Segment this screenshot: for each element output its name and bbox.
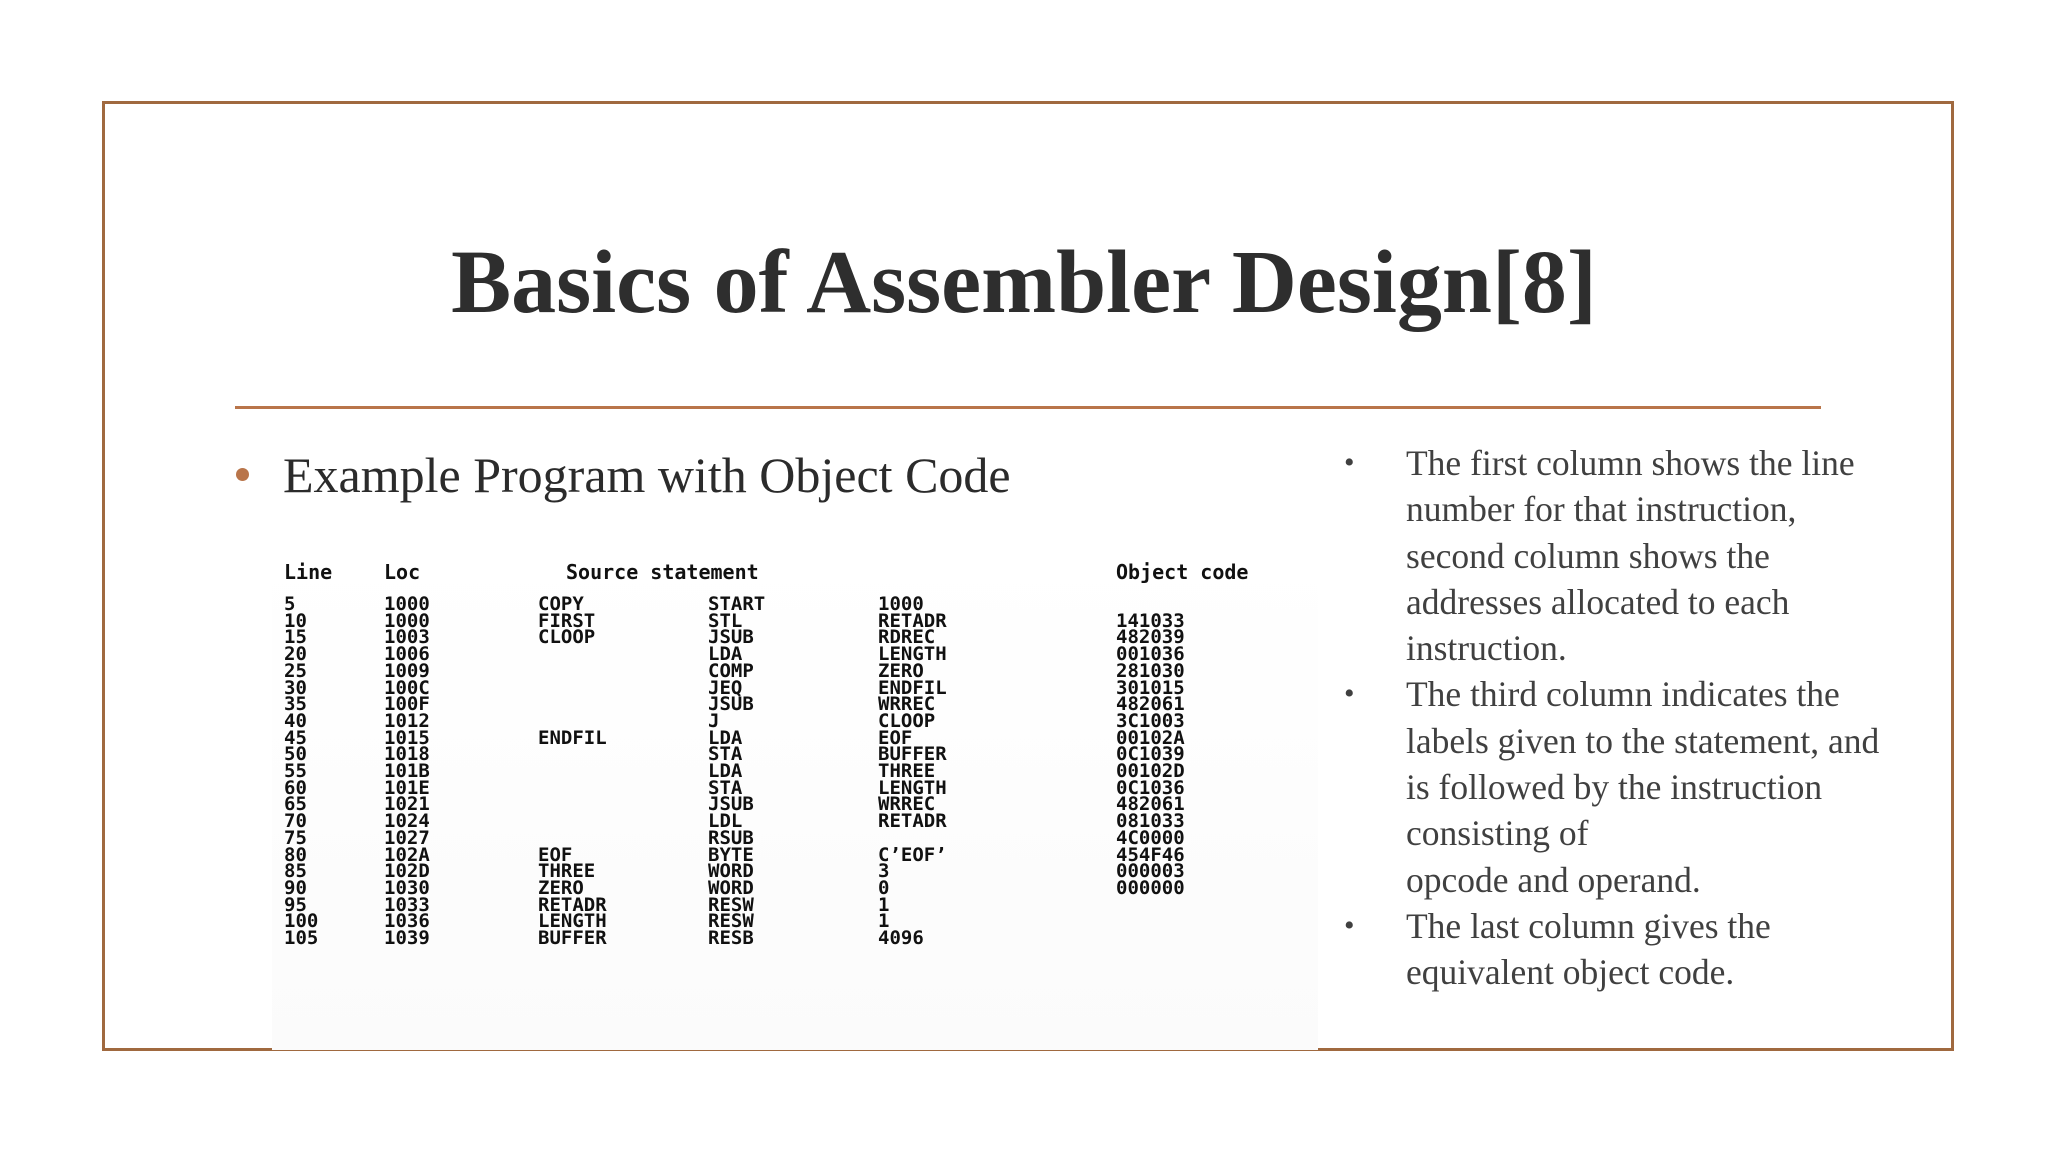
bullet-icon: •	[1344, 908, 1355, 942]
explanation-item	[1340, 903, 1920, 996]
cell-loc: 1030	[384, 876, 430, 899]
explanation-line: number for that instruction,	[1406, 489, 1797, 530]
cell-operand: RDREC	[878, 626, 936, 649]
bullet-dot-icon	[236, 468, 249, 481]
explanation-line: equivalent object code.	[1406, 952, 1735, 993]
cell-operand: BUFFER	[878, 743, 947, 766]
cell-label: BUFFER	[538, 927, 607, 949]
cell-operand: RETADR	[878, 810, 947, 833]
explanation-line: instruction.	[1406, 628, 1567, 669]
explanation-item	[1340, 671, 1920, 902]
explanation-line: addresses allocated to each	[1406, 581, 1790, 622]
explanation-list	[1340, 440, 1920, 996]
cell-opcode: STA	[708, 743, 743, 766]
explanation-line: labels given to the statement, and	[1406, 720, 1880, 761]
cell-loc: 1000	[384, 593, 430, 615]
left-bullet-text: Example Program with Object Code	[283, 447, 1011, 503]
cell-opcode: J	[708, 709, 720, 732]
cell-object: 001036	[1116, 643, 1185, 666]
cell-object: 000003	[1116, 860, 1185, 883]
cell-operand: WRREC	[878, 693, 936, 716]
cell-loc: 1039	[384, 927, 430, 949]
cell-loc: 1033	[384, 893, 430, 916]
cell-line: 50	[284, 743, 307, 766]
cell-opcode: JSUB	[708, 693, 754, 716]
explanation-item	[1340, 440, 1920, 671]
explanation-line: The third column indicates the	[1406, 674, 1840, 715]
cell-operand: 1	[878, 893, 890, 916]
cell-loc: 1024	[384, 810, 430, 833]
cell-object: 00102A	[1116, 726, 1185, 749]
cell-opcode: COMP	[708, 659, 754, 682]
cell-opcode: JSUB	[708, 626, 754, 649]
title-divider	[235, 406, 1821, 409]
cell-opcode: BYTE	[708, 843, 754, 866]
cell-object: 141033	[1116, 609, 1185, 632]
cell-object: 4C0000	[1116, 826, 1185, 849]
cell-label: LENGTH	[538, 910, 607, 933]
cell-loc: 1012	[384, 709, 430, 732]
cell-opcode: LDL	[708, 810, 743, 833]
cell-line: 65	[284, 793, 307, 816]
cell-opcode: JSUB	[708, 793, 754, 816]
cell-object: 000000	[1116, 876, 1185, 899]
cell-opcode: WORD	[708, 876, 754, 899]
cell-loc: 1018	[384, 743, 430, 766]
cell-operand: 1	[878, 910, 890, 933]
cell-line: 105	[284, 927, 319, 949]
cell-line: 5	[284, 593, 296, 615]
cell-line: 80	[284, 843, 307, 866]
cell-line: 45	[284, 726, 307, 749]
slide-title: Basics of Assembler Design[8]	[451, 233, 1597, 332]
cell-operand: LENGTH	[878, 643, 947, 666]
cell-loc: 1003	[384, 626, 430, 649]
explanation-line: second column shows the	[1406, 535, 1770, 576]
cell-opcode: LDA	[708, 726, 743, 749]
cell-operand: ZERO	[878, 659, 924, 682]
cell-line: 30	[284, 676, 307, 699]
cell-line: 10	[284, 609, 307, 632]
cell-label: ZERO	[538, 876, 584, 899]
header-loc: Loc	[384, 560, 421, 584]
cell-operand: LENGTH	[878, 776, 947, 799]
cell-opcode: RSUB	[708, 826, 754, 849]
cell-object: 482061	[1116, 693, 1185, 716]
cell-opcode: RESW	[708, 893, 754, 916]
cell-line: 25	[284, 659, 307, 682]
cell-line: 75	[284, 826, 307, 849]
cell-opcode: RESB	[708, 927, 754, 949]
cell-opcode: START	[708, 593, 766, 615]
explanation-line: The first column shows the line	[1406, 443, 1855, 483]
cell-object: 0C1036	[1116, 776, 1185, 799]
cell-loc: 1021	[384, 793, 430, 816]
cell-loc: 1027	[384, 826, 430, 849]
cell-loc: 1036	[384, 910, 430, 933]
cell-line: 40	[284, 709, 307, 732]
header-source: Source statement	[566, 560, 759, 584]
explanation-line: is followed by the instruction	[1406, 767, 1823, 808]
cell-label: COPY	[538, 593, 584, 615]
cell-label: ENDFIL	[538, 726, 607, 749]
cell-object: 482039	[1116, 626, 1185, 649]
cell-line: 70	[284, 810, 307, 833]
cell-operand: C’EOF’	[878, 843, 947, 866]
cell-loc: 102D	[384, 860, 430, 883]
cell-line: 60	[284, 776, 307, 799]
cell-object: 00102D	[1116, 760, 1185, 782]
cell-object: 454F46	[1116, 843, 1185, 866]
cell-object: 482061	[1116, 793, 1185, 816]
cell-loc: 101E	[384, 776, 430, 799]
program-listing-image	[272, 550, 1318, 1050]
cell-operand: 0	[878, 876, 890, 899]
cell-loc: 1000	[384, 609, 430, 632]
cell-opcode: LDA	[708, 760, 743, 782]
header-line: Line	[284, 560, 333, 584]
cell-line: 95	[284, 893, 307, 916]
cell-line: 15	[284, 626, 307, 649]
explanation-line: opcode and operand.	[1406, 859, 1701, 900]
cell-opcode: RESW	[708, 910, 754, 933]
cell-label: FIRST	[538, 609, 596, 632]
cell-operand: WRREC	[878, 793, 936, 816]
cell-object: 081033	[1116, 810, 1185, 833]
cell-line: 20	[284, 643, 307, 666]
cell-operand: 4096	[878, 927, 924, 949]
cell-loc: 100C	[384, 676, 430, 699]
cell-operand: THREE	[878, 760, 936, 782]
cell-label: EOF	[538, 843, 573, 866]
cell-label: RETADR	[538, 893, 607, 916]
cell-line: 85	[284, 860, 307, 883]
cell-opcode: LDA	[708, 643, 743, 666]
cell-opcode: JEQ	[708, 676, 743, 699]
cell-loc: 102A	[384, 843, 430, 866]
bullet-icon: •	[1344, 677, 1355, 711]
cell-label: CLOOP	[538, 626, 596, 649]
cell-operand: ENDFIL	[878, 676, 947, 699]
cell-loc: 100F	[384, 693, 430, 716]
cell-object: 301015	[1116, 676, 1185, 699]
cell-opcode: STL	[708, 609, 743, 632]
cell-line: 90	[284, 876, 307, 899]
cell-object: 281030	[1116, 659, 1185, 682]
explanation-line: The last column gives the	[1406, 905, 1771, 946]
cell-operand: 3	[878, 860, 890, 883]
cell-loc: 101B	[384, 760, 430, 782]
cell-operand: EOF	[878, 726, 913, 749]
cell-object: 0C1039	[1116, 743, 1185, 766]
cell-operand: RETADR	[878, 609, 947, 632]
cell-loc: 1009	[384, 659, 430, 682]
cell-operand: 1000	[878, 593, 924, 615]
header-object: Object code	[1116, 560, 1249, 584]
cell-object: 3C1003	[1116, 709, 1185, 732]
cell-loc: 1015	[384, 726, 430, 749]
explanation-line: consisting of	[1406, 813, 1589, 854]
cell-line: 100	[284, 910, 319, 933]
cell-operand: CLOOP	[878, 709, 936, 732]
cell-opcode: STA	[708, 776, 743, 799]
cell-label: THREE	[538, 860, 596, 883]
bullet-icon: •	[1344, 446, 1355, 479]
cell-opcode: WORD	[708, 860, 754, 883]
cell-line: 55	[284, 760, 307, 782]
cell-line: 35	[284, 693, 307, 716]
cell-loc: 1006	[384, 643, 430, 666]
